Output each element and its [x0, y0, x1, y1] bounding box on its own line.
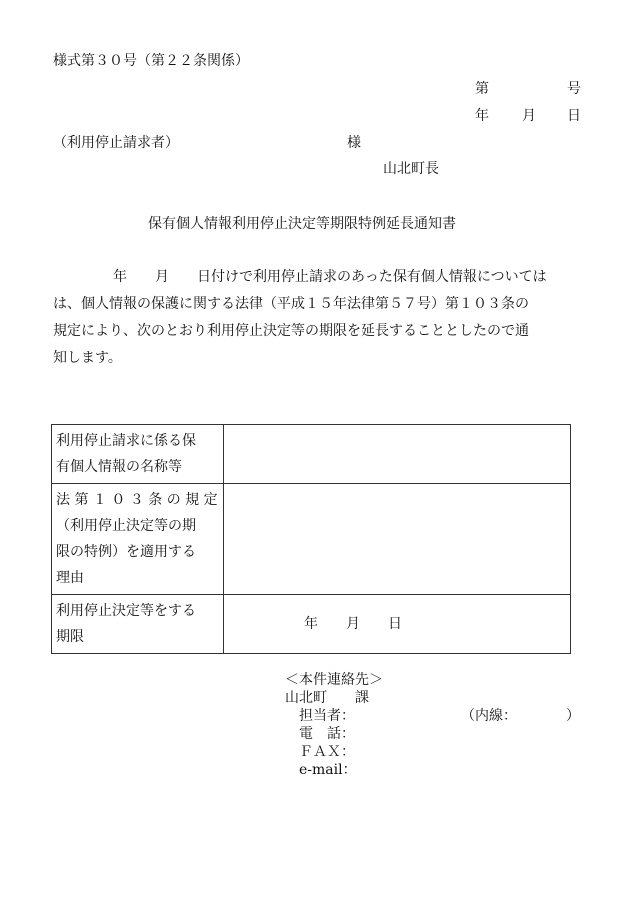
doc-number-suffix: 号 — [567, 81, 581, 97]
label-line: 限の特例）を適用する — [56, 544, 196, 560]
contact-fax-label: ＦＡＸ： — [299, 744, 355, 760]
table-row — [52, 595, 571, 654]
doc-number-prefix: 第 — [475, 81, 489, 97]
date-year: 年 — [475, 108, 489, 124]
issuer: 山北町長 — [383, 161, 439, 177]
contact-email-row — [285, 761, 383, 779]
contact-fax-row — [285, 743, 383, 761]
contact-block — [285, 671, 580, 779]
date-month: 月 — [522, 108, 536, 124]
row-value-deadline — [224, 595, 571, 654]
addressee-honorific: 様 — [347, 135, 361, 151]
addressee-label: （利用停止請求者） — [53, 135, 179, 151]
row-value-info-name — [224, 425, 571, 484]
label-line: 理由 — [56, 570, 84, 586]
table-row — [52, 484, 571, 595]
label-line: 法 第 １ ０ ３ 条 の 規 定 — [56, 492, 218, 508]
label-line: （利用停止決定等の期 — [56, 518, 196, 534]
row-label-info-name — [52, 425, 224, 484]
contact-extension: （内線： ） — [461, 708, 580, 724]
info-table — [51, 424, 571, 654]
document-title: 保有個人情報利用停止決定等期限特例延長通知書 — [148, 216, 456, 232]
body-line-1: 年 月 日付けで利用停止請求のあった保有個人情報については — [113, 269, 547, 285]
contact-dept: 山北町 課 — [285, 690, 369, 706]
body-line-3: 規定により、次のとおり利用停止決定等の期限を延長することとしたので通 — [53, 323, 529, 339]
row-label-reason — [52, 484, 224, 595]
label-line: 利用停止決定等をする — [56, 603, 196, 619]
table-row — [52, 425, 571, 484]
contact-phone-row — [285, 725, 383, 743]
contact-heading: ＜本件連絡先＞ — [285, 672, 383, 688]
contact-person-row — [285, 707, 580, 725]
label-line: 期限 — [56, 629, 84, 645]
label-line: 利用停止請求に係る保 — [56, 433, 196, 449]
contact-phone-label: 電 話： — [299, 726, 355, 742]
contact-email-label: e-mail： — [299, 762, 357, 778]
row-value-reason — [224, 484, 571, 595]
body-line-2: は、個人情報の保護に関する法律（平成１５年法律第５７号）第１０３条の — [53, 296, 529, 312]
date-day: 日 — [567, 108, 581, 124]
body-line-4: 知します。 — [53, 350, 122, 366]
deadline-date: 年 月 日 — [304, 616, 402, 632]
label-line: 有個人情報の名称等 — [56, 459, 182, 475]
row-label-deadline — [52, 595, 224, 654]
contact-person-label: 担当者： — [299, 708, 355, 724]
body-paragraph — [53, 264, 583, 372]
form-number: 様式第３０号（第２２条関係） — [53, 53, 249, 69]
